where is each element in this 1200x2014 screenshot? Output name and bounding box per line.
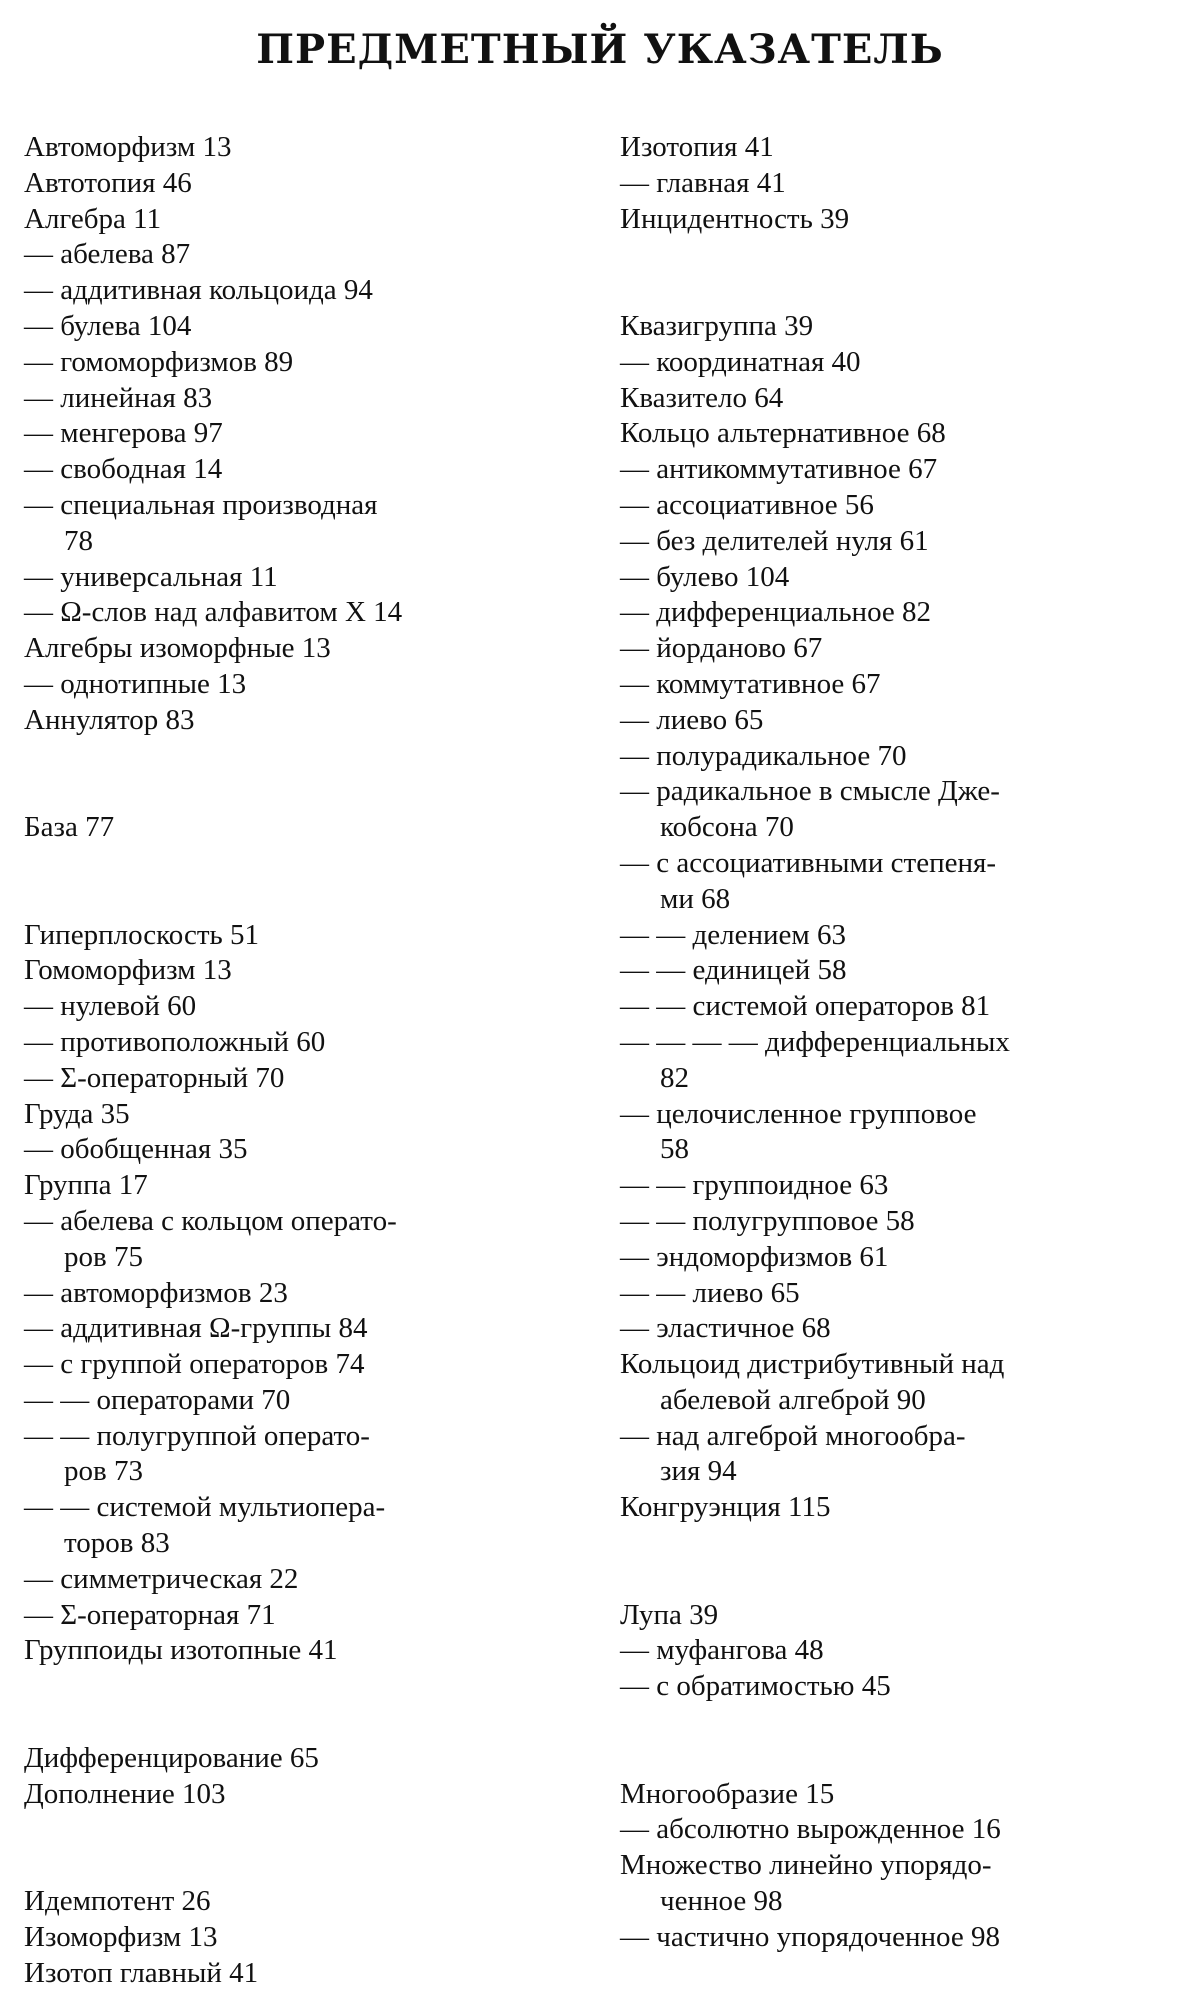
index-column-left: [24, 130, 572, 1991]
index-entry-continuation: 78: [64, 524, 93, 557]
index-entry: — специальная производная: [24, 488, 378, 521]
index-entry: Алгебра 11: [24, 202, 162, 235]
index-entry: — полурадикальное 70: [620, 739, 907, 772]
index-entry: Кольцоид дистрибутивный над: [620, 1348, 1005, 1381]
index-entry: — главная 41: [620, 166, 786, 199]
index-entry: — муфангова 48: [620, 1634, 824, 1667]
index-entry: Изоморфизм 13: [24, 1920, 218, 1953]
index-entry: — — группоидное 63: [620, 1169, 889, 1202]
section-spacer: [24, 739, 572, 811]
index-entry: Алгебры изоморфные 13: [24, 632, 331, 665]
section-spacer: [24, 846, 572, 918]
index-entry: — — полугрупповое 58: [620, 1204, 915, 1237]
index-entry: — без делителей нуля 61: [620, 524, 929, 557]
index-entry: Группоиды изотопные 41: [24, 1634, 338, 1667]
index-entry-continuation: зия 94: [660, 1455, 737, 1488]
index-entry: Кольцо альтернативное 68: [620, 417, 946, 450]
index-entry-continuation: абелевой алгеброй 90: [660, 1383, 926, 1416]
index-entry: — абелева 87: [24, 238, 191, 271]
index-entry: — симметрическая 22: [24, 1562, 299, 1595]
index-entry: Многообразие 15: [620, 1777, 835, 1810]
index-entry: — с ассоциативными степеня-: [620, 846, 996, 879]
index-entry: — нулевой 60: [24, 990, 197, 1023]
index-entry: — радикальное в смысле Дже-: [620, 775, 1000, 808]
index-entry-continuation: 82: [660, 1061, 689, 1094]
index-entry: — ассоциативное 56: [620, 488, 874, 521]
index-entry: — обобщенная 35: [24, 1133, 248, 1166]
index-entry: — абелева с кольцом операто-: [24, 1204, 397, 1237]
index-entry: — эластичное 68: [620, 1312, 831, 1345]
index-entry: — свободная 14: [24, 453, 223, 486]
index-entry: База 77: [24, 811, 115, 844]
index-entry: Конгруэнция 115: [620, 1491, 831, 1524]
index-entry: — булева 104: [24, 309, 192, 342]
index-entry: — лиево 65: [620, 703, 764, 736]
section-spacer: [620, 1705, 1180, 1777]
index-entry: Изотопия 41: [620, 131, 774, 163]
index-entry: Автотопия 46: [24, 166, 192, 199]
index-entry: — координатная 40: [620, 345, 861, 378]
section-spacer: [24, 1669, 572, 1741]
index-entry: Дифференцирование 65: [24, 1741, 319, 1774]
index-entry: — линейная 83: [24, 381, 213, 414]
index-entry: — антикоммутативное 67: [620, 453, 938, 486]
index-entry: — коммутативное 67: [620, 667, 881, 700]
index-entry: — Σ-операторная 71: [24, 1598, 276, 1631]
index-entry: — менгерова 97: [24, 417, 223, 450]
index-entry: — абсолютно вырожденное 16: [620, 1813, 1001, 1846]
index-entry: Инцидентность 39: [620, 202, 850, 235]
index-entry: Квазигруппа 39: [620, 309, 814, 342]
section-spacer: [620, 237, 1180, 309]
index-entry: — йорданово 67: [620, 632, 823, 665]
index-entry-continuation: торов 83: [64, 1527, 170, 1560]
index-entry: — противоположный 60: [24, 1025, 326, 1058]
index-entry: — — системой мультиопера-: [24, 1491, 386, 1524]
index-entry: — — единицей 58: [620, 954, 847, 987]
index-entry: Идемпотент 26: [24, 1885, 211, 1918]
index-entry: — с группой операторов 74: [24, 1348, 365, 1381]
index-entry-continuation: 58: [660, 1133, 689, 1166]
index-entry: — аддитивная Ω-группы 84: [24, 1312, 368, 1345]
index-entry-continuation: ми 68: [660, 882, 731, 915]
index-entry: Лупа 39: [620, 1598, 719, 1631]
index-entry: — целочисленное групповое: [620, 1097, 977, 1130]
index-entry: — — операторами 70: [24, 1383, 291, 1416]
index-entry: Автоморфизм 13: [24, 131, 232, 163]
index-entry: — однотипные 13: [24, 667, 247, 700]
index-entry-continuation: ров 75: [64, 1240, 143, 1273]
index-entry: Группа 17: [24, 1169, 148, 1202]
index-entry: — Ω-слов над алфавитом X 14: [24, 596, 403, 629]
index-entry-continuation: кобсона 70: [660, 811, 794, 844]
section-spacer: [24, 1812, 572, 1884]
index-entry: — гомоморфизмов 89: [24, 345, 294, 378]
index-entry: Изотоп главный 41: [24, 1956, 259, 1989]
index-entry: — — полугруппой операто-: [24, 1419, 370, 1452]
page-title: ПРЕДМЕТНЫЙ УКАЗАТЕЛЬ: [256, 26, 944, 73]
index-entry-continuation: ров 73: [64, 1455, 143, 1488]
index-entry: — — системой операторов 81: [620, 990, 991, 1023]
index-entry: — эндоморфизмов 61: [620, 1240, 889, 1273]
index-column-right: [620, 130, 1180, 1956]
index-entry: — дифференциальное 82: [620, 596, 932, 629]
index-entry: Гиперплоскость 51: [24, 918, 260, 951]
index-entry: — аддитивная кольцоида 94: [24, 274, 373, 307]
index-entry: Груда 35: [24, 1097, 130, 1130]
index-entry: — — делением 63: [620, 918, 846, 951]
index-entry: Дополнение 103: [24, 1777, 226, 1810]
index-entry: — — — — дифференциальных: [620, 1025, 1010, 1058]
section-spacer: [620, 1526, 1180, 1598]
index-entry: — частично упорядоченное 98: [620, 1920, 1000, 1953]
index-entry: Множество линейно упорядо-: [620, 1849, 992, 1882]
index-entry-continuation: ченное 98: [660, 1885, 783, 1918]
index-entry: — над алгеброй многообра-: [620, 1419, 966, 1452]
index-entry: Гомоморфизм 13: [24, 954, 232, 987]
index-entry: — с обратимостью 45: [620, 1670, 891, 1703]
index-entry: — булево 104: [620, 560, 790, 593]
index-entry: Квазитело 64: [620, 381, 784, 414]
index-entry: Аннулятор 83: [24, 703, 195, 736]
index-entry: — — лиево 65: [620, 1276, 800, 1309]
index-entry: — автоморфизмов 23: [24, 1276, 288, 1309]
index-entry: — Σ-операторный 70: [24, 1061, 285, 1094]
index-entry: — универсальная 11: [24, 560, 278, 593]
